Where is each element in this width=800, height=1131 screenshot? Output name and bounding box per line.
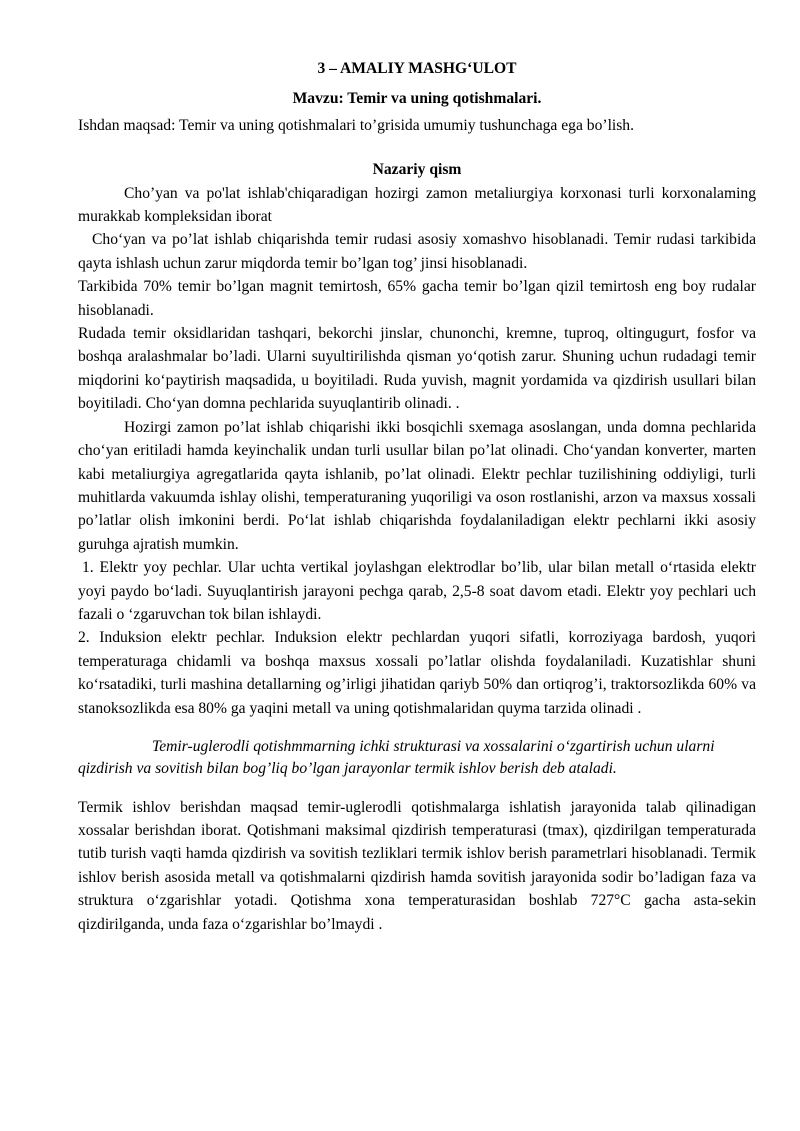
paragraph-1: Cho’yan va po'lat ishlab'chiqaradigan hozirgi zamon metaliurgiya korxonasi turli korxonalaming murakkab kompleksidan iborat: [78, 184, 756, 226]
document-heading: 3 – AMALIY MASHG‘ULOT: [317, 60, 517, 77]
section-title: Nazariy qism: [372, 161, 462, 179]
paragraph-9: Termik ishlov berishdan maqsad temir-uglerodli qotishmalarga ishlatish jarayonida talab qilinadigan xossalar berishdan iborat. Qotishmani maksimal qizdirish temperaturasi (tmax), qizdirilgan temperaturada tutib turish vaqti hamda qizdirish va sovitish tezliklari termik ishlov berish parametrlari hisoblanadi. Termik ishlov berish asosida metall va qotishmalarni qizdirish hamda sovitish jarayonida sodir bo’ladigan faza va struktura o‘zgarishlar yotadi. Qotishma xona temperaturasidan boshlab 727°C gacha asta-sekin qizdirilganda, unda faza o‘zgarishlar bo’lmaydi .: [78, 798, 756, 933]
definition-paragraph: Temir-uglerodli qotishmmarning ichki strukturasi va xossalarini o‘zgartirish uchun ularni qizdirish va sovitish bilan bog’liq bo’lgan jarayonlar termik ishlov berish deb ataladi.: [78, 737, 715, 777]
paragraph-3: Tarkibida 70% temir bo’lgan magnit temirtosh, 65% gacha temir bo’lgan qizil temirtosh eng boy rudalar hisoblanadi.: [78, 278, 756, 319]
paragraph-5: Hozirgi zamon po’lat ishlab chiqarishi ikki bosqichli sxemaga asoslangan, unda domna pechlarida cho‘yan eritiladi hamda keyinchalik undan turli usullar bilan po’lat olinadi. Cho‘yandan konverter, marten kabi metaliurgiya agregatlarida qayta ishlanib, po’lat olinadi. Elektr pechlar tuzilishining oddiyligi, turli muhitlarda vakuumda ishlay olishi, temperaturaning yuqoriligi va oson rostlanishi, arzon va maxsus xossali po’latlar olish imkonini berdi. Po‘lat ishlab chiqarishda foydalaniladigan elektr pechlarni ikki asosiy guruhga ajratish mumkin.: [78, 418, 756, 553]
paragraph-6: 1. Elektr yoy pechlar. Ular uchta vertikal joylashgan elektrodlar bo’lib, ular bilan metall o‘rtasida elektr yoyi paydo bo‘ladi. Suyuqlantirish jarayoni pechga qarab, 2,5-8 soat davom etadi. Elektr yoy pechlari uch fazali o ‘zgaruvchan tok bilan ishlaydi.: [78, 559, 756, 623]
topic-title: Mavzu: Temir va uning qotishmalari.: [292, 90, 542, 108]
paragraph-2: Cho‘yan va po’lat ishlab chiqarishda temir rudasi asosiy xomashvo hisoblanadi. Temir rudasi tarkibida qayta ishlash uchun zarur miqdorda temir bo’lgan tog’ jinsi hisoblanadi.: [78, 231, 756, 272]
document-page: [78, 57, 756, 936]
paragraph-7: 2. Induksion elektr pechlar. Induksion elektr pechlardan yuqori sifatli, korroziyaga bardosh, yuqori temperaturaga chidamli va boshqa maxsus xossali po’latlar olishda foydalaniladi. Kuzatishlar shuni ko‘rsatadiki, turli mashina detallarning og’irligi jihatidan qariyb 50% dan ortiqrog’i, traktorsozlikda 60% va stanoksozlikda esa 80% ga yaqini metall va uning qotishmalaridan quyma tarzida olinadi .: [78, 629, 756, 717]
paragraph-4: Rudada temir oksidlaridan tashqari, bekorchi jinslar, chunonchi, kremne, tuproq, oltingugurt, fosfor va boshqa aralashmalar bo’ladi. Ularni suyultirilishda qisman yo‘qotish zarur. Shuning uchun rudadagi temir miqdorini ko‘paytirish maqsadida, u boyitiladi. Ruda yuvish, magnit yordamida va qizdirish usullari bilan boyitiladi. Cho‘yan domna pechlarida suyuqlantirib olinadi. .: [78, 325, 756, 413]
aim-paragraph: Ishdan maqsad: Temir va uning qotishmalari to’grisida umumiy tushunchaga ega bo’lish.: [78, 116, 634, 134]
